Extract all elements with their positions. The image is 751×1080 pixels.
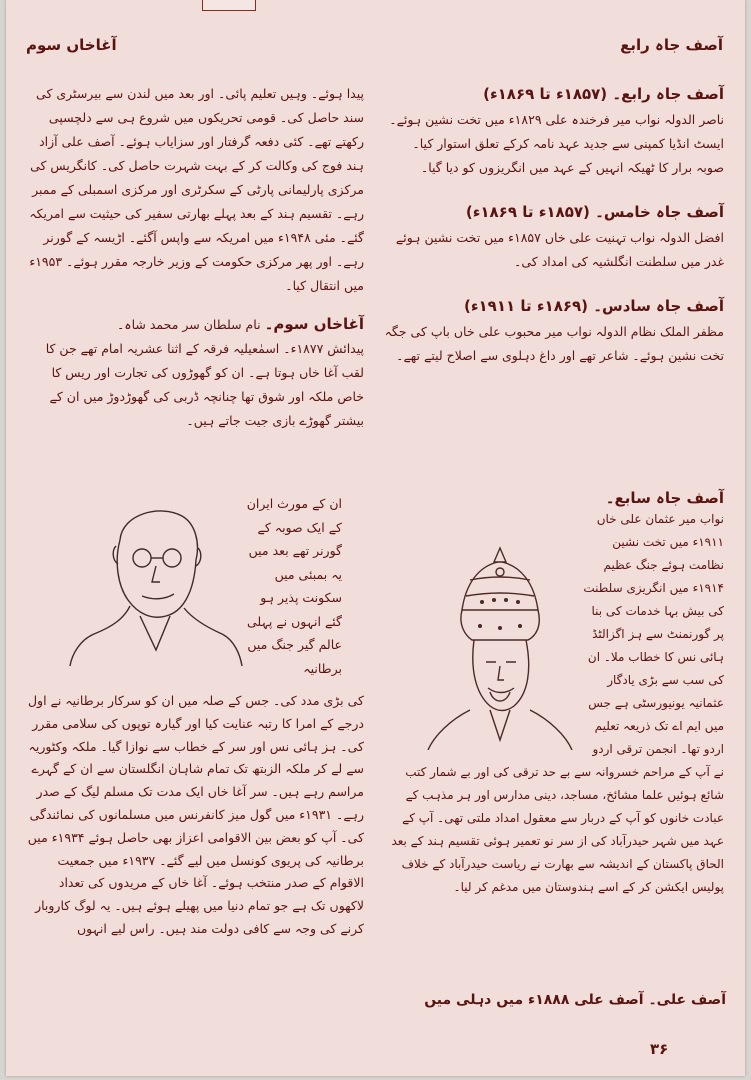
page-top-tab (202, 0, 256, 11)
running-head-right: آصف جاہ رابع (620, 36, 723, 54)
footer-text: آصف علی۔ آصف علی ۱۸۸۸ء میں دہلی میں (424, 992, 726, 1008)
right-column (382, 82, 724, 374)
section-heading: آغاخاں سوم۔ (264, 315, 364, 333)
section-heading: آصف جاہ سابع۔ (605, 489, 724, 507)
left-column (26, 82, 364, 439)
aga-khan-beside-portrait: ان کے مورث ایران کے ایک صوبہ کے گورنر تھے بعد میں یہ بمبئی میں سکونت پذیر ہو گئے انہوں نے پہلی عالم گیر جنگ میں برطانیہ (246, 496, 342, 676)
page-number: ۳۶ (650, 1040, 669, 1058)
section-heading: آصف جاہ خامس۔ (۱۸۵۷ء تا ۱۸۶۹ء) (465, 203, 724, 221)
section-asaf-jah-4 (382, 82, 724, 180)
section-heading: آصف جاہ رابع۔ (۱۸۵۷ء تا ۱۸۶۹ء) (483, 85, 724, 103)
section-body: افضل الدولہ نواب تہنیت علی خاں ۱۸۵۷ء میں تخت نشین ہوئے غدر میں سلطنت انگلشیہ کی امداد کی۔ (395, 230, 724, 269)
section-heading-tail: نام سلطان سر محمد شاہ۔ (116, 317, 261, 332)
portrait-float-spacer (382, 508, 582, 748)
running-head-left: آغاخاں سوم (26, 36, 117, 54)
section-asaf-jah-5 (382, 200, 724, 274)
section-body-top: پیدائش ۱۸۷۷ء۔ اسمٰعیلیہ فرقہ کے اثنا عشریہ امام تھے جن کا لقب آغا خاں ہوتا ہے۔ ان کو گھوڑوں کی تجارت اور ریس کا خاص ملکہ اور شوق تھا چنانچہ ڈربی کی گھوڑدوڑ میں ان کے بیشتر گھوڑے بازی جیت جاتے ہیں۔ (45, 341, 364, 428)
aga-khan-body-bottom: کی بڑی مدد کی۔ جس کے صلہ میں ان کو سرکار برطانیہ نے اول درجے کے امرا کا رتبہ عنایت کیا اور گیارہ توپوں کی سلامی مقرر کی۔ ہز ہائی نس اور سر کے خطاب سے نوازا گیا۔ ملکہ وکٹوریہ سے لے کر ملکہ الزبتھ تک تمام شاہان انگلستان سے ان کے گہرے مراسم رہے ہیں۔ سر آغا خاں ایک مدت تک مسلم لیگ کے صدر رہے۔ ۱۹۳۱ء میں گول میز کانفرنس میں مسلمانوں کی نمائندگی کی۔ آپ کو بعض بین الاقوامی اعزاز بھی حاصل ہوئے ۱۹۳۴ء میں برطانیہ کی پریوی کونسل میں لیے گئے۔ ۱۹۳۷ء میں جمعیت الاقوام کے صدر منتخب ہوئے۔ آغا خاں کے مریدوں کی تعداد لاکھوں تک ہے جو تمام دنیا میں پھیلے ہوئے ہیں۔ یہ لوگ کاروبار کرنے کی وجہ سے کافی دولت مند ہیں۔ راس لیے انہوں (27, 693, 364, 936)
page-sheet (6, 0, 745, 1076)
intro-paragraph: پیدا ہوئے۔ وہیں تعلیم پائی۔ اور بعد میں لندن سے بیرسٹری کی سند حاصل کی۔ قومی تحریکوں میں شروع ہی سے دلچسپی رکھتے تھے۔ کئی دفعہ گرفتار اور سزایاب ہوئے۔ آصف علی آزاد ہند فوج کی وکالت کر کے بہت شہرت حاصل کی۔ کانگریس کی مرکزی پارلیمانی پارٹی کے سکرٹری اور مرکزی اسمبلی کے ممبر رہے۔ تقسیم ہند کے بعد پہلے بھارتی سفیر کی حیثیت سے امریکہ گئے۔ مئی ۱۹۴۸ء میں امریکہ سے واپس آگئے۔ اڑیسہ کے گورنر رہے۔ اور پھر مرکزی حکومت کے وزیر خارجہ مقرر ہوئے۔ ۱۹۵۳ء میں انتقال کیا۔ (29, 86, 364, 293)
aga-khan-section (26, 312, 364, 433)
section-body: مظفر الملک نظام الدولہ نواب میر محبوب علی خاں باپ کی جگہ تخت نشین ہوئے۔ شاعر تھے اور داغ دہلوی سے اصلاح لیتے تھے۔ (384, 324, 724, 363)
section-body: نواب میر عثمان علی خاں ۱۹۱۱ء میں تخت نشین نظامت ہوئے جنگ عظیم ۱۹۱۴ء میں انگریزی سلطنت کی بیش بہا خدمات کی بنا پر گورنمنٹ سے ہز اگزالٹڈ ہائی نس کا خطاب ملا۔ ان کی سب سے بڑی یادگار عثمانیہ یونیورسٹی ہے جس میں ایم اے تک ذریعہ تعلیم اردو تھا۔ انجمن ترقی اردو نے آپ کے مراحم خسروانہ سے بے حد ترقی کی اور بے شمار کتب شائع ہوئیں علما مشائخ، مساجد، دینی مدارس اور ہر مذہب کے عبادت خانوں کو آپ کے دربار سے معقول امداد ملتی تھی۔ آپ کے عہد میں شہر حیدرآباد کی از سر نو تعمیر ہوئی تقسیم ہند کے بعد الحاق پاکستان کے اندیشہ سے بھارت نے ریاست حیدرآباد کے خلاف پولیس ایکشن کر کے اسے ہندوستان میں مدغم کر لیا۔ (391, 512, 724, 894)
section-heading: آصف جاہ سادس۔ (۱۸۶۹ء تا ۱۹۱۱ء) (464, 297, 724, 315)
aga-khan-portrait (64, 500, 244, 668)
section-asaf-jah-7-body (382, 508, 724, 899)
section-body: ناصر الدولہ نواب میر فرخندہ علی ۱۸۲۹ء میں تخت نشین ہوئے۔ ایسٹ انڈیا کمپنی سے جدید عہد نامہ کرکے تعلق استوار کیا۔ صوبہ برار کا ٹھیکہ انہیں کے عہد میں انگریزوں کو دیا گیا۔ (389, 112, 724, 175)
section-asaf-jah-6 (382, 294, 724, 368)
